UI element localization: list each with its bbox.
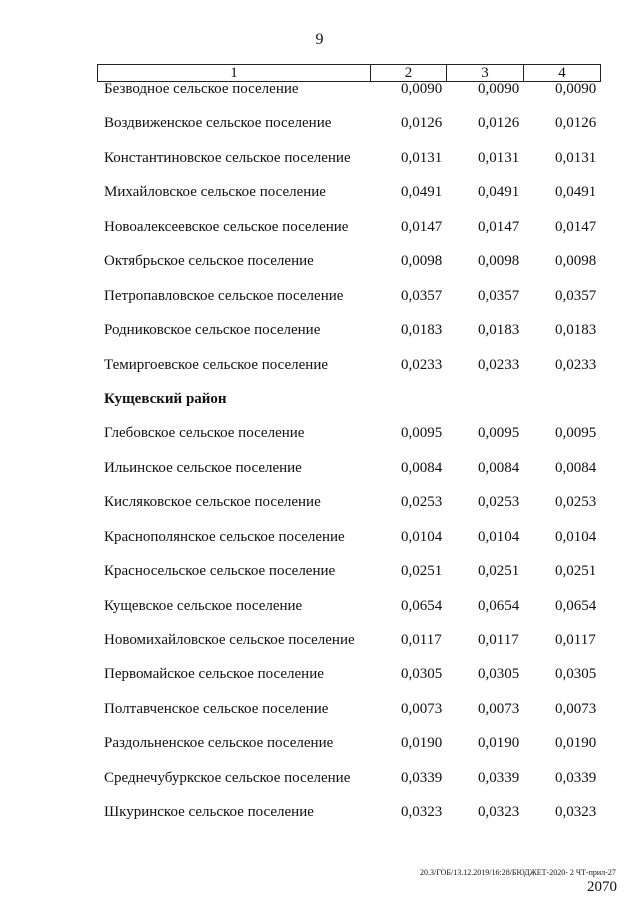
table-row <box>0 142 639 176</box>
section-heading: Кущевский район <box>104 390 227 407</box>
table-row <box>0 624 639 658</box>
value-col-4: 0,0491 <box>555 184 597 201</box>
header-col-1: 1 <box>98 65 371 82</box>
value-col-2: 0,0654 <box>401 597 443 614</box>
value-col-3: 0,0190 <box>478 735 520 752</box>
value-col-2: 0,0090 <box>401 81 443 97</box>
value-col-3: 0,0323 <box>478 804 520 821</box>
table-row <box>0 314 639 348</box>
value-col-2: 0,0147 <box>401 218 443 235</box>
settlement-name: Кисляковское сельское поселение <box>104 494 321 511</box>
table-row <box>0 176 639 210</box>
settlement-name: Михайловское сельское поселение <box>104 184 326 201</box>
value-col-2: 0,0073 <box>401 700 443 717</box>
table-row <box>0 107 639 141</box>
value-col-3: 0,0305 <box>478 666 520 683</box>
value-col-3: 0,0104 <box>478 528 520 545</box>
value-col-2: 0,0357 <box>401 287 443 304</box>
value-col-3: 0,0339 <box>478 769 520 786</box>
value-col-3: 0,0253 <box>478 494 520 511</box>
value-col-4: 0,0654 <box>555 597 597 614</box>
settlement-name: Полтавченское сельское поселение <box>104 700 329 717</box>
value-col-4: 0,0323 <box>555 804 597 821</box>
table-row <box>0 762 639 796</box>
value-col-2: 0,0251 <box>401 563 443 580</box>
value-col-2: 0,0190 <box>401 735 443 752</box>
settlement-name: Константиновское сельское поселение <box>104 149 351 166</box>
table-row <box>0 521 639 555</box>
table-row <box>0 727 639 761</box>
settlement-name: Родниковское сельское поселение <box>104 322 321 339</box>
value-col-4: 0,0117 <box>555 632 596 648</box>
value-col-2: 0,0305 <box>401 666 443 683</box>
value-col-3: 0,0131 <box>478 149 520 166</box>
value-col-2: 0,0126 <box>401 115 443 132</box>
value-col-3: 0,0654 <box>478 597 520 614</box>
value-col-2: 0,0098 <box>401 253 443 270</box>
settlement-name: Безводное сельское поселение <box>104 81 299 97</box>
value-col-4: 0,0090 <box>555 81 597 97</box>
table-row <box>0 658 639 692</box>
table-row <box>0 693 639 727</box>
settlement-name: Темиргоевское сельское поселение <box>104 356 329 373</box>
value-col-3: 0,0147 <box>478 218 520 235</box>
table-row <box>0 211 639 245</box>
value-col-4: 0,0098 <box>555 253 597 270</box>
value-col-4: 0,0095 <box>555 425 597 442</box>
value-col-3: 0,0117 <box>478 632 519 648</box>
table-row <box>0 796 639 830</box>
settlement-name: Новоалексеевское сельское поселение <box>104 218 349 235</box>
value-col-3: 0,0233 <box>478 356 520 373</box>
header-col-3: 3 <box>447 65 524 82</box>
header-col-2: 2 <box>371 65 447 82</box>
value-col-3: 0,0090 <box>478 81 520 97</box>
value-col-2: 0,0323 <box>401 804 443 821</box>
table-row <box>0 555 639 589</box>
value-col-3: 0,0357 <box>478 287 520 304</box>
value-col-4: 0,0357 <box>555 287 597 304</box>
value-col-4: 0,0183 <box>555 322 597 339</box>
settlement-name: Шкуринское сельское поселение <box>104 804 314 821</box>
table-row <box>0 590 639 624</box>
section-heading-row <box>0 383 639 417</box>
settlement-name: Петропавловское сельское поселение <box>104 287 344 304</box>
table-row <box>0 245 639 279</box>
value-col-2: 0,0131 <box>401 149 443 166</box>
table-row <box>0 486 639 520</box>
settlement-name: Первомайское сельское поселение <box>104 666 324 683</box>
value-col-4: 0,0131 <box>555 149 597 166</box>
value-col-3: 0,0095 <box>478 425 520 442</box>
table-body <box>0 73 639 831</box>
value-col-4: 0,0147 <box>555 218 597 235</box>
settlement-name: Октябрьское сельское поселение <box>104 253 314 270</box>
settlement-name: Краснополянское сельское поселение <box>104 528 345 545</box>
settlement-name: Новомихайловское сельское поселение <box>104 632 355 648</box>
settlement-name: Среднечубуркское сельское поселение <box>104 769 351 786</box>
value-col-2: 0,0084 <box>401 459 443 476</box>
value-col-3: 0,0098 <box>478 253 520 270</box>
value-col-2: 0,0339 <box>401 769 443 786</box>
page-number: 9 <box>315 31 324 48</box>
value-col-2: 0,0117 <box>401 632 442 648</box>
value-col-4: 0,0305 <box>555 666 597 683</box>
table-row <box>0 452 639 486</box>
value-col-2: 0,0491 <box>401 184 443 201</box>
value-col-4: 0,0104 <box>555 528 597 545</box>
settlement-name: Ильинское сельское поселение <box>104 459 302 476</box>
document-code: 20.3/ГОБ/13.12.2019/16:28/БЮДЖЕТ-2020- 2 ЧТ-прил-27 <box>420 868 616 877</box>
value-col-3: 0,0251 <box>478 563 520 580</box>
value-col-2: 0,0095 <box>401 425 443 442</box>
value-col-4: 0,0084 <box>555 459 597 476</box>
value-col-4: 0,0253 <box>555 494 597 511</box>
table-row <box>0 349 639 383</box>
table-row <box>0 417 639 451</box>
value-col-3: 0,0183 <box>478 322 520 339</box>
table-row <box>0 73 639 107</box>
value-col-4: 0,0251 <box>555 563 597 580</box>
settlement-name: Красносельское сельское поселение <box>104 563 336 580</box>
value-col-4: 0,0073 <box>555 700 597 717</box>
value-col-4: 0,0339 <box>555 769 597 786</box>
value-col-3: 0,0073 <box>478 700 520 717</box>
settlement-name: Кущевское сельское поселение <box>104 597 303 614</box>
settlement-name: Воздвиженское сельское поселение <box>104 115 332 132</box>
settlement-name: Раздольненское сельское поселение <box>104 735 334 752</box>
value-col-3: 0,0491 <box>478 184 520 201</box>
value-col-2: 0,0183 <box>401 322 443 339</box>
value-col-4: 0,0190 <box>555 735 597 752</box>
value-col-3: 0,0084 <box>478 459 520 476</box>
table-row <box>0 280 639 314</box>
value-col-2: 0,0233 <box>401 356 443 373</box>
sheet-number: 2070 <box>587 879 617 895</box>
value-col-2: 0,0104 <box>401 528 443 545</box>
value-col-4: 0,0126 <box>555 115 597 132</box>
settlement-name: Глебовское сельское поселение <box>104 425 305 442</box>
value-col-3: 0,0126 <box>478 115 520 132</box>
value-col-4: 0,0233 <box>555 356 597 373</box>
header-col-4: 4 <box>524 65 601 82</box>
value-col-2: 0,0253 <box>401 494 443 511</box>
